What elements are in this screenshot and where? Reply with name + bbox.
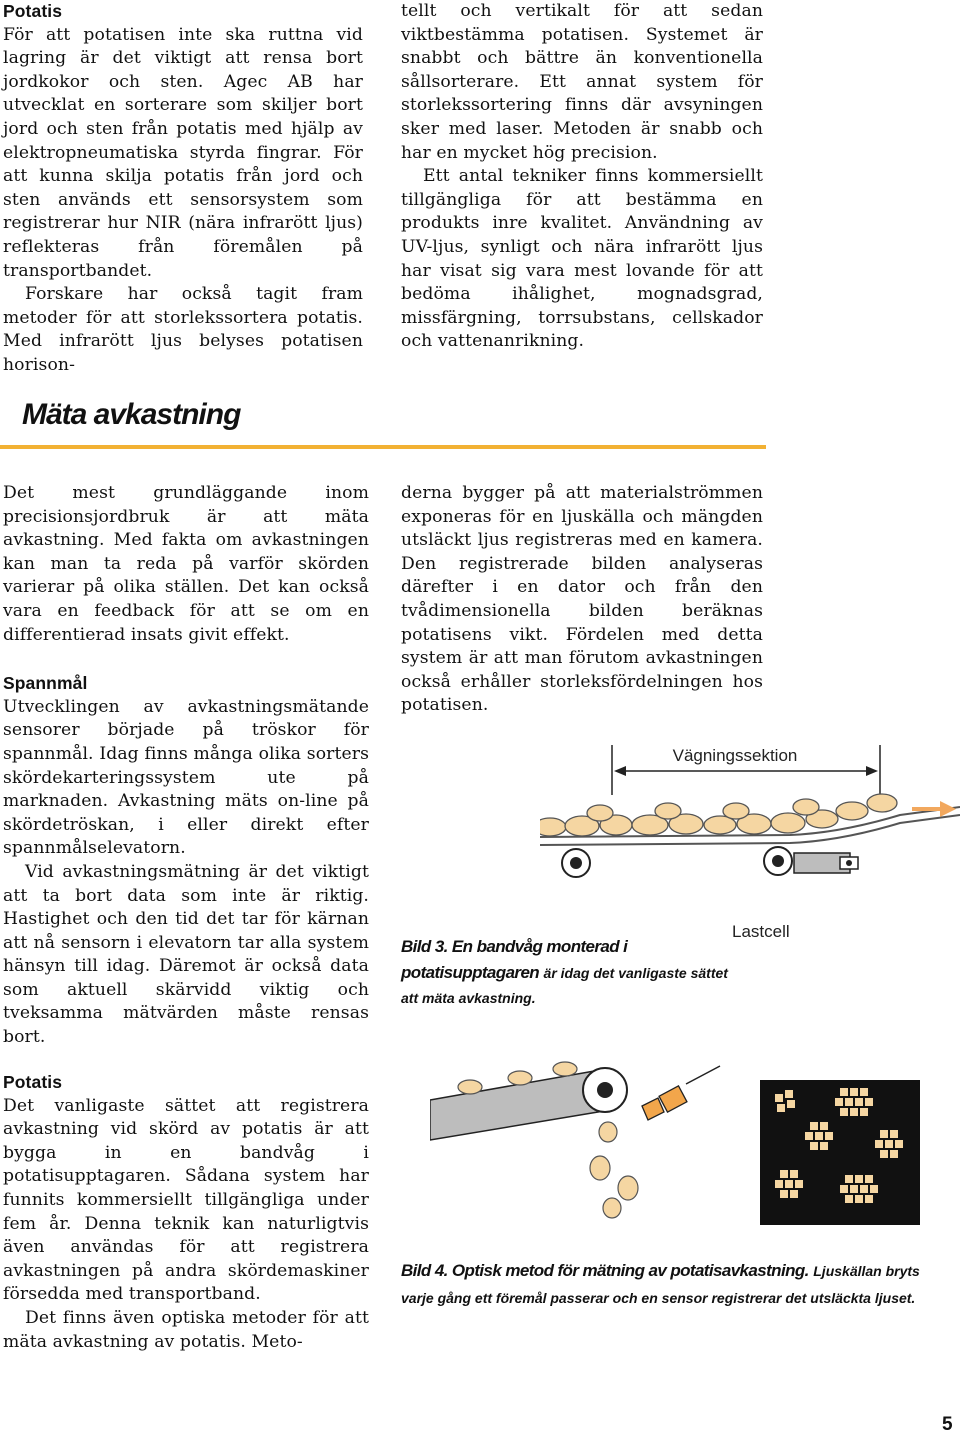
figure-4-caption-title: Bild 4. Optisk metod för mätning av potatisavkastning. [401, 1261, 809, 1280]
camera-icon [642, 1066, 720, 1120]
section2-right-paragraph: derna bygger på att materialströmmen exponeras för en ljuskälla och mängden utsläckt ljus registreras med en kamera. Den registrerade bilden analyseras därefter i en dator och från den tvådimensionella bilden beräknas potatisens vikt. Fördelen med detta system är att man förutom avkastningen också erhåller storleksfördelningen hos potatisen. [401, 483, 763, 716]
section1-left-paragraph-1: För att potatisen inte ska ruttna vid lagring är det viktigt att rensa bort jordkokor och sten. Agec AB har utvecklat en sorterare som skiljer bort jord och sten från potatis med hjälp av elektropneumatiska styrda fingrar. För att kunna skilja potatis från jord och sten används ett sensorsystem som registrerar hur NIR (nära infrarött ljus) reflekteras från föremålen på transportbandet. [3, 24, 363, 281]
spannmal-heading: Spannmål [3, 673, 88, 694]
section-heading: Mäta avkastning [22, 398, 241, 431]
label-load-cell: Lastcell [732, 922, 790, 941]
section1-left-column [3, 0, 363, 378]
section1-left-paragraph-2: Forskare har också tagit fram metoder för att storlekssortera potatis. Med infrarött ljus belyses potatisen horison- [3, 284, 363, 375]
figure-4-optical-method [430, 1060, 960, 1250]
section2-potatis-heading: Potatis [3, 1072, 63, 1092]
direction-arrow-icon [912, 801, 956, 817]
section2-left-column [3, 482, 369, 1050]
figure-3-belt-scale [540, 735, 960, 955]
label-weighing-section: Vägningssektion [672, 746, 798, 765]
belt-scale-diagram [540, 735, 960, 955]
spannmal-paragraph-2: Vid avkastningsmätning är det viktigt att ta bort data som inte är riktig. Hastighet och den tid det tar för kärnan att nå sensorn i elevatorn tar alla system hänsyn till idag. Däremot är också data som aktuell skärvidd viktig och tveksamma mätvärden måste rensas bort. [3, 861, 369, 1048]
figure-3-caption [401, 934, 746, 1011]
camera-image [760, 1080, 920, 1225]
figure-4-caption [401, 1258, 946, 1312]
load-cell-icon [794, 853, 858, 873]
section2-right-column [401, 482, 763, 718]
intro-paragraph: Det mest grundläggande inom precisionsjordbruk är att mäta avkastning. Med fakta om avkastningen kan man ta reda på varför skörden varierar på olika ställen. Det kan också vara en feedback för att se om en differentierad insats givit effekt. [3, 483, 369, 645]
optical-method-diagram [430, 1060, 960, 1250]
potatis-paragraph-1: Det vanligaste sättet att registrera avkastning vid skörd av potatis är att bygga in en bandvåg i potatisupptagaren. Sådana system har funnits kommersiellt tillgängliga under fem år. Denna teknik kan naturligtvis även användas för att registrera avkastningen på andra skördemaskiner försedda med transportband. [3, 1095, 369, 1305]
section2-potatis-column [3, 1071, 369, 1354]
figure-3-caption-title: Bild 3. En bandvåg monterad i potatisupptagaren [401, 937, 628, 982]
section1-potatis-heading: Potatis [3, 1, 63, 21]
figure-4-caption-body: Ljuskällan bryts varje gång ett föremål passerar och en sensor registrerar det utsläckta ljuset. [401, 1263, 920, 1306]
figure-3-caption-body: är idag det vanligaste sättet att mäta avkastning. [401, 965, 728, 1006]
page-number: 5 [942, 1414, 953, 1435]
section1-right-column [401, 0, 763, 354]
section1-right-paragraph-2: Ett antal tekniker finns kommersiellt tillgängliga för att bestämma en produkts inre kvalitet. Användning av UV-ljus, synligt och nära infrarött ljus har visat sig vara mest lovande för att bedöma ihålighet, mognadsgrad, missfärgning, torrsubstans, cellskador och vattenanrikning. [401, 166, 763, 352]
heading-rule [0, 445, 766, 449]
belt-rollers [562, 847, 792, 877]
spannmal-paragraph-1: Utvecklingen av avkastningsmätande sensorer började på tröskor för spannmål. Idag finns många olika sorters skördekarteringssystem ute på marknaden. Avkastning mäts on-line på skördetröskan, i eller direkt efter spannmålselevatorn. [3, 696, 369, 859]
potatis-paragraph-2: Det finns även optiska metoder för att mäta avkastning av potatis. Meto- [3, 1307, 369, 1352]
section1-right-paragraph-1: tellt och vertikalt för att sedan viktbestämma potatisen. Systemet är snabbt och bättre än konventionella sållsorterare. Ett annat system för storlekssortering finns där avsyningen sker med laser. Metoden är snabb och har en mycket hög precision. [401, 1, 763, 163]
